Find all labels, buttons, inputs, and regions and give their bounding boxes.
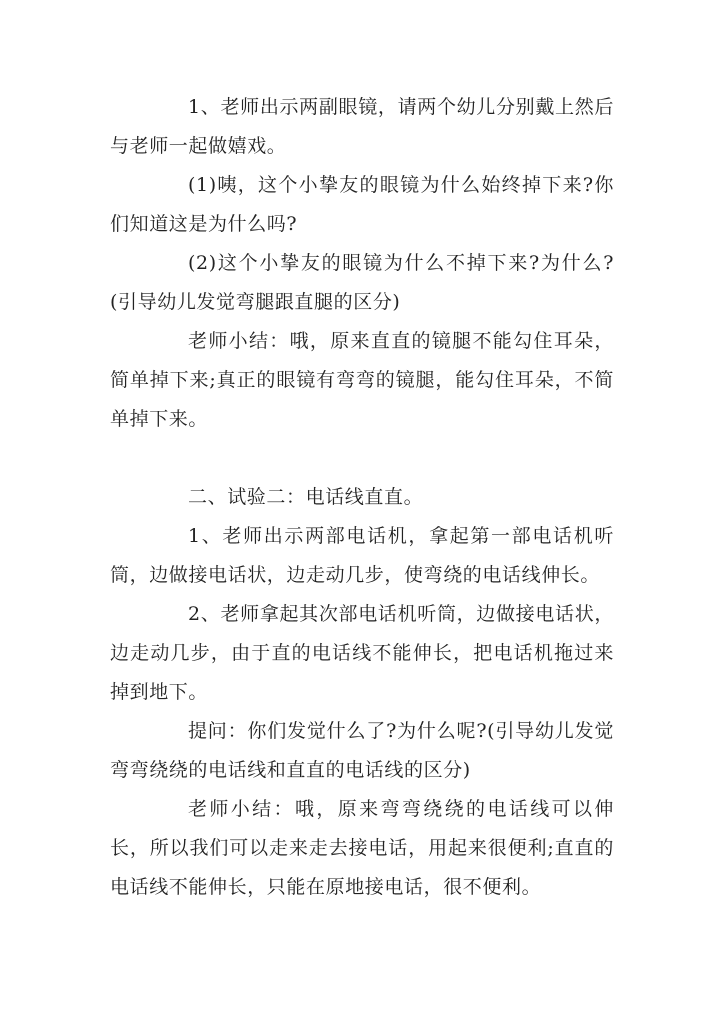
paragraph-glasses-demo: 1、老师出示两副眼镜，请两个幼儿分别戴上然后与老师一起做嬉戏。 [110,96,614,157]
document-body [110,88,614,907]
paragraph-question-2: (2)这个小挚友的眼镜为什么不掉下来?为什么?(引导幼儿发觉弯腿跟直腿的区分) [110,252,614,313]
paragraph-question-1: (1)咦，这个小挚友的眼镜为什么始终掉下来?你们知道这是为什么吗? [110,174,614,235]
paragraph-spacer [110,439,614,478]
paragraph-question-phone: 提问：你们发觉什么了?为什么呢?(引导幼儿发觉弯弯绕绕的电话线和直直的电话线的区分) [110,720,614,781]
paragraph-phone-1: 1、老师出示两部电话机，拿起第一部电话机听筒，边做接电话状，边走动几步，使弯绕的电话线伸长。 [110,525,614,586]
paragraph-summary-glasses: 老师小结：哦，原来直直的镜腿不能勾住耳朵，简单掉下来;真正的眼镜有弯弯的镜腿，能勾住耳朵，不简单掉下来。 [110,330,614,430]
section-heading-experiment-2: 二、试验二：电话线直直。 [188,486,424,508]
paragraph-summary-phone: 老师小结：哦，原来弯弯绕绕的电话线可以伸长，所以我们可以走来走去接电话，用起来很便利;直直的电话线不能伸长，只能在原地接电话，很不便利。 [110,798,614,898]
paragraph-phone-2: 2、老师拿起其次部电话机听筒，边做接电话状，边走动几步，由于直的电话线不能伸长，把电话机拖过来掉到地下。 [110,603,614,703]
